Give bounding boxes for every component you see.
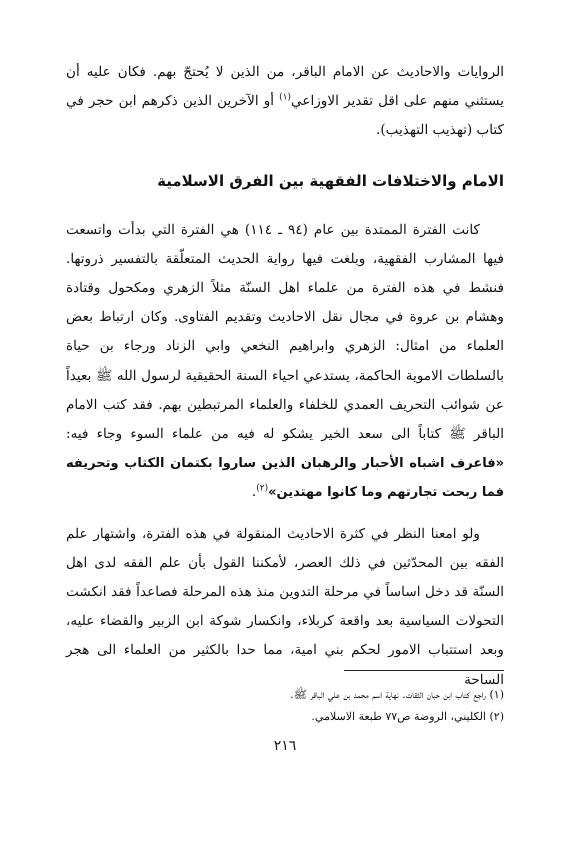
footnote-ref-1[interactable]: (١) xyxy=(279,92,292,103)
footnote-ref-2[interactable]: (٢) xyxy=(256,483,269,494)
intro-paragraph xyxy=(66,58,504,146)
footnotes xyxy=(66,684,504,728)
para1-text: كانت الفترة الممتدة بين عام (٩٤ ـ ١١٤) هي الفترة التي بدأت واتسعت فيها المشارب الفقهية، وبلغت فيها رواية الحديث المتعلّقة بالتفسير ذروتها. فنشط في هذه الفترة من علماء اهل السنّة مثلاً الزهري ومكحول وقتادة وهشام بن عروة في مجال نقل الاحاديث وتقديم الفتاوى. وكان ارتباط بعض العلماء من امثال: الزهري وابراهيم النخعي وابي الزناد ورجاء بن حياة بالسلطات الاموية الحاكمة، يستدعي احياء السنة الحقيقية لرسول الله ﷺ بعيداً عن شوائب التحريف العمدي للخلفاء والعلماء المرتبطين بهم. فقد كتب الامام الباقر ﷺ كتاباً الى سعد الخير يشكو له فيه من علماء السوء وجاء فيه: xyxy=(66,221,504,443)
footnote-1: (١) راجع كتاب ابن حبان الثقات. نهاية اسم محمد بن علي الباقر ﷺ. xyxy=(290,688,504,701)
body-paragraph-1 xyxy=(66,216,504,508)
para1-end: . xyxy=(251,484,257,501)
body-paragraph-2: ولو امعنا النظر في كثرة الاحاديث المنقولة في هذه الفترة، واشتهار علم الفقه بين المحدّثين في ذلك العصر، لأمكننا القول بأن علم الفقه لدى اهل السنّة قد دخل اساساً في مرحلة التدوين منذ هذه المرحلة فصاعداً فقد انكشت التحولات السياسية بعد واقعة كربلاء، وانكسار شوكة ابن الزبير والقضاء عليه، وبعد استتباب الامور لحكم بني امية، مما حدا بالكثير من العلماء الى هجر الساحة xyxy=(66,525,504,688)
intro-text: الروايات والاحاديث عن الامام الباقر، من الذين لا يُحتجّ بهم. فكان عليه أن يستثني منهم على اقل تقدير الاوزاعي xyxy=(66,64,504,110)
quran-quote: «فاعرف اشباه الأحبار والرهبان الذين ساروا بكتمان الكتاب وتحريفه فما ربحت تجارتهم وما كانوا مهتدين» xyxy=(66,456,504,501)
section-heading: الامام والاختلافات الفقهية بين الفرق الاسلامية xyxy=(157,171,504,190)
footnote-divider xyxy=(344,670,504,671)
document-page xyxy=(66,58,504,818)
page-number: ٢١٦ xyxy=(273,738,297,754)
paragraph-gap xyxy=(66,508,504,520)
footnote-2: (٢) الكليني، الروضة ص٧٧ طبعة الاسلامي. xyxy=(311,710,504,723)
intro-text-after: أو الآخرين الذين ذكرهم ابن حجر في كتاب (تهذيب التهذيب). xyxy=(66,93,504,139)
